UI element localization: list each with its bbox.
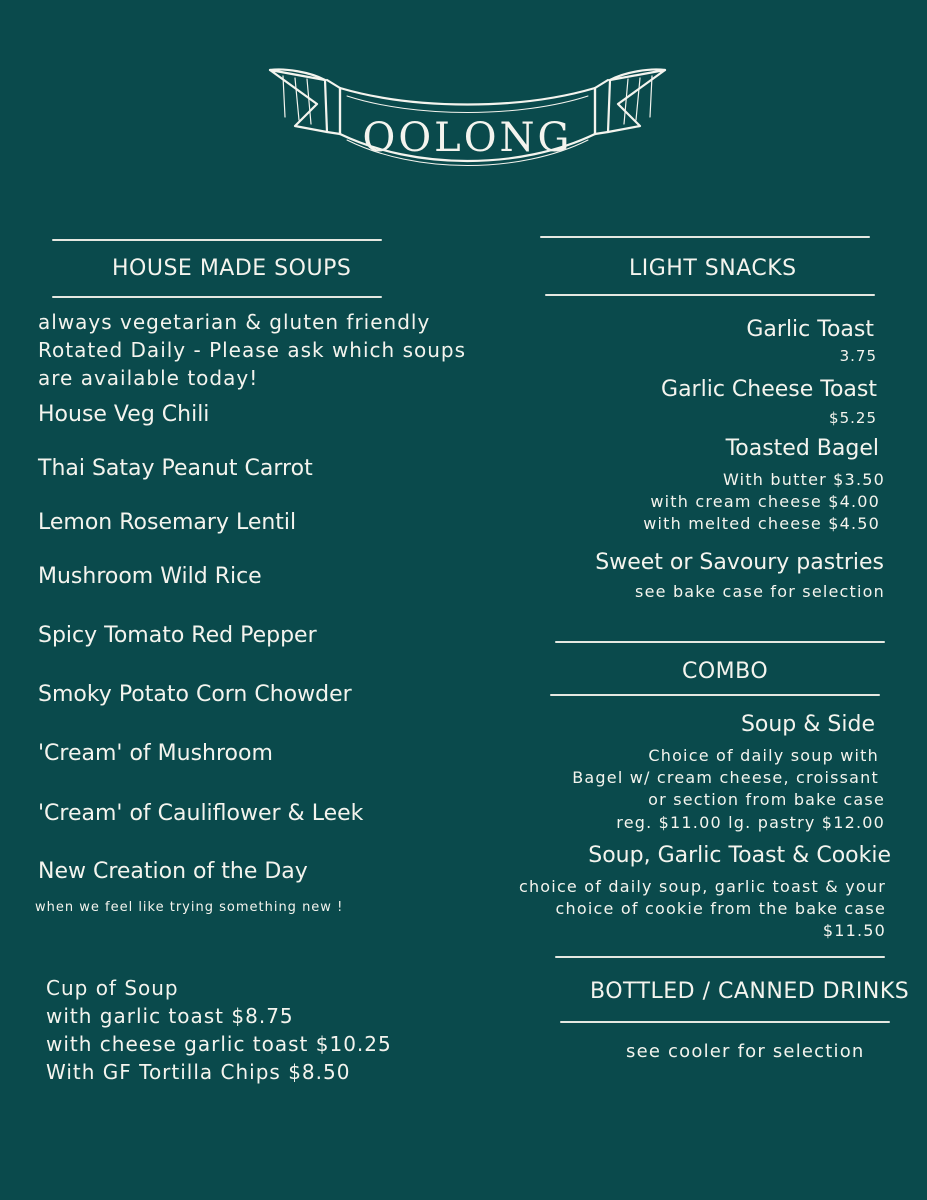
drinks-note: see cooler for selection xyxy=(626,1041,865,1062)
soup-item: Lemon Rosemary Lentil xyxy=(38,510,297,535)
drinks-heading: BOTTLED / CANNED DRINKS xyxy=(590,979,910,1004)
divider xyxy=(560,1021,890,1023)
soup-item: Smoky Potato Corn Chowder xyxy=(38,682,352,707)
bagel-option: With butter $3.50 xyxy=(723,470,885,489)
snack-item: Garlic Cheese Toast xyxy=(661,377,877,402)
menu-title: OOLONG xyxy=(362,115,573,161)
snack-item: Garlic Toast xyxy=(746,317,874,342)
cup-of-soup-line: with cheese garlic toast $10.25 xyxy=(46,1032,392,1056)
cup-of-soup-line: Cup of Soup xyxy=(46,976,179,1000)
bagel-option: with cream cheese $4.00 xyxy=(650,492,880,511)
combo-item: Soup & Side xyxy=(740,712,875,737)
divider xyxy=(52,239,382,241)
snacks-heading: LIGHT SNACKS xyxy=(629,256,797,281)
creation-note: when we feel like trying something new ! xyxy=(35,900,344,915)
soups-intro-line: always vegetarian & gluten friendly xyxy=(38,310,431,334)
snack-item: Sweet or Savoury pastries xyxy=(595,550,884,575)
divider xyxy=(52,296,382,298)
soup-item: Mushroom Wild Rice xyxy=(38,564,262,589)
combo-price: $11.50 xyxy=(822,921,886,940)
soups-intro-line: are available today! xyxy=(38,366,259,390)
combo-item: Soup, Garlic Toast & Cookie xyxy=(588,843,891,868)
soup-item: New Creation of the Day xyxy=(38,859,308,884)
soup-item: House Veg Chili xyxy=(38,402,210,427)
combo-heading: COMBO xyxy=(682,659,769,684)
combo-desc: choice of cookie from the bake case xyxy=(555,899,886,918)
ribbon-banner-icon xyxy=(255,62,680,182)
divider xyxy=(550,694,880,696)
cup-of-soup-line: With GF Tortilla Chips $8.50 xyxy=(46,1060,351,1084)
divider xyxy=(545,294,875,296)
combo-price: reg. $11.00 lg. pastry $12.00 xyxy=(616,813,885,832)
soups-intro-line: Rotated Daily - Please ask which soups xyxy=(38,338,467,362)
soups-heading: HOUSE MADE SOUPS xyxy=(112,256,352,281)
divider xyxy=(555,641,885,643)
combo-desc: Bagel w/ cream cheese, croissant xyxy=(572,768,879,787)
snack-price: $5.25 xyxy=(829,409,877,427)
divider xyxy=(555,956,885,958)
soup-item: Thai Satay Peanut Carrot xyxy=(38,456,313,481)
combo-desc: choice of daily soup, garlic toast & your xyxy=(518,877,886,896)
soup-item: Spicy Tomato Red Pepper xyxy=(38,623,317,648)
divider xyxy=(540,236,870,238)
snack-price: 3.75 xyxy=(839,347,877,365)
snack-item: Toasted Bagel xyxy=(725,436,879,461)
combo-desc: or section from bake case xyxy=(648,790,885,809)
bagel-option: with melted cheese $4.50 xyxy=(643,514,880,533)
pastries-note: see bake case for selection xyxy=(635,582,885,601)
soup-item: 'Cream' of Cauliflower & Leek xyxy=(38,801,364,826)
cup-of-soup-line: with garlic toast $8.75 xyxy=(46,1004,294,1028)
combo-desc: Choice of daily soup with xyxy=(648,746,879,765)
soup-item: 'Cream' of Mushroom xyxy=(38,741,273,766)
